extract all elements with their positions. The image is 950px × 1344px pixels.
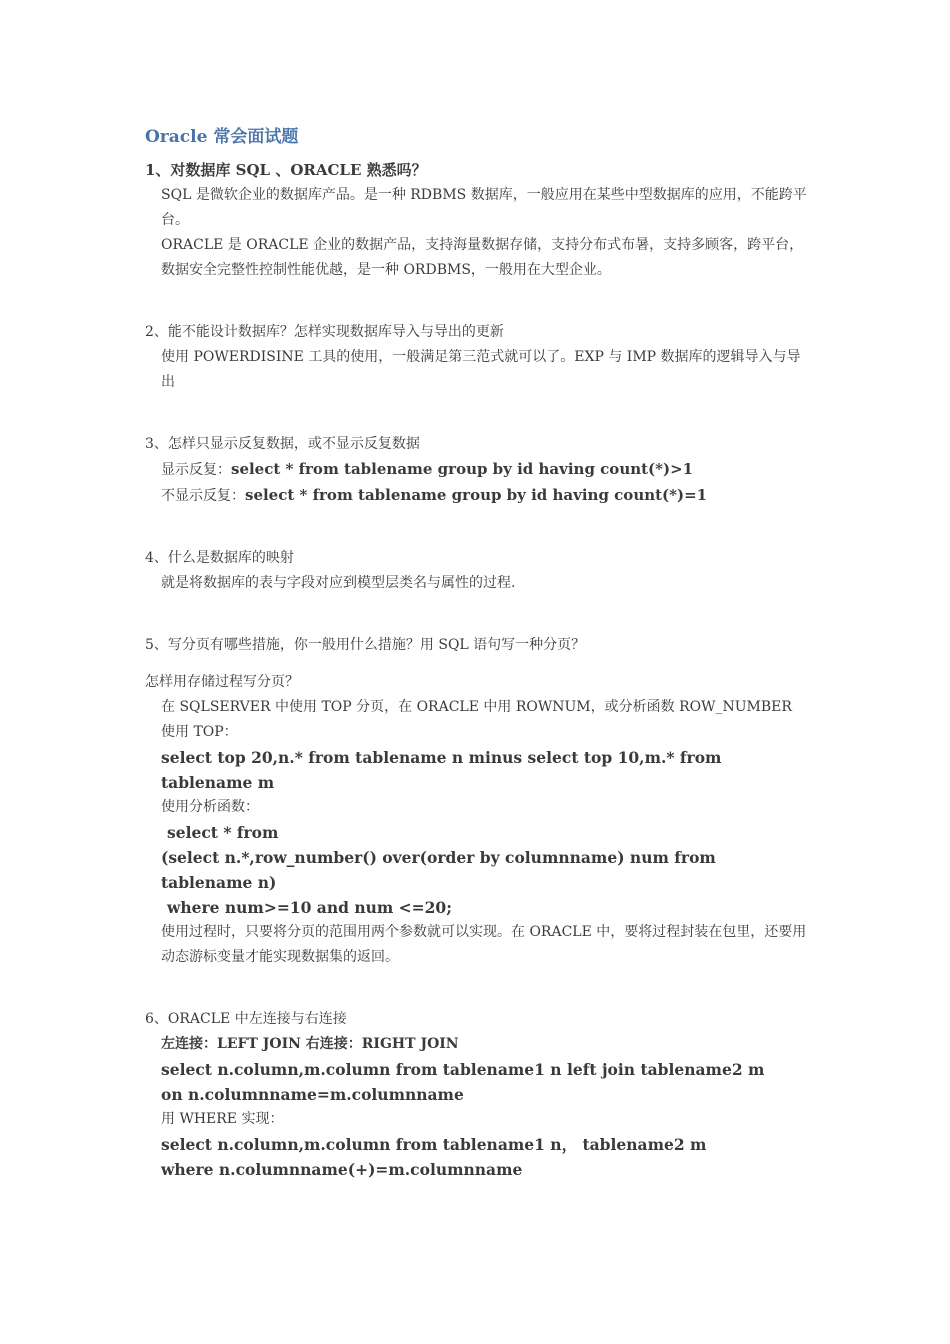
spacer	[145, 509, 810, 546]
q5-sub: 怎样用存储过程写分页？	[145, 674, 299, 690]
spacer	[145, 596, 810, 633]
q4-heading: 4、什么是数据库的映射	[145, 550, 294, 566]
q3-line2-code: select * from tablename group by id having count(*)=1	[245, 486, 708, 504]
spacer	[145, 970, 810, 1007]
q5-heading: 5、写分页有哪些措施，你一般用什么措施？用 SQL 语句写一种分页？	[145, 637, 586, 653]
spacer	[145, 658, 810, 670]
doc-title: Oracle 常会面试题	[145, 127, 299, 147]
q4-p1: 就是将数据库的表与字段对应到模型层类名与属性的过程.	[161, 575, 516, 591]
spacer	[145, 283, 810, 320]
q5-fn-code2: (select n.*,row_number() over(order by columnname) num from tablename n)	[161, 848, 716, 892]
q2-p1: 使用 POWERDISINE 工具的使用，一般满足第三范式就可以了。EXP 与 IMP 数据库的逻辑导入与导出	[161, 349, 801, 390]
q5-p2: 使用过程时，只要将分页的范围用两个参数就可以实现。在 ORACLE 中，要将过程封装在包里，还要用动态游标变量才能实现数据集的返回。	[161, 924, 807, 965]
q5-fn-code3: where num>=10 and num <=20;	[167, 898, 452, 917]
spacer	[145, 395, 810, 432]
q1-p1: SQL 是微软企业的数据库产品。是一种 RDBMS 数据库，一般应用在某些中型数据库的应用，不能跨平台。	[161, 187, 807, 228]
q6-code2: on n.columnname=m.columnname	[161, 1085, 464, 1104]
q6-join-line: 左连接：LEFT JOIN 右连接：RIGHT JOIN	[161, 1036, 459, 1052]
q6-code1: select n.column,m.column from tablename1 n left join tablename2 m	[161, 1060, 765, 1079]
q3-heading: 3、怎样只显示反复数据，或不显示反复数据	[145, 436, 420, 452]
q3-line1	[145, 457, 810, 483]
q5-top-label: 使用 TOP：	[161, 724, 238, 740]
q6-heading: 6、ORACLE 中左连接与右连接	[145, 1011, 347, 1027]
q3-line1-code: select * from tablename group by id having count(*)>1	[231, 460, 694, 478]
q3-line2	[145, 483, 810, 509]
q5-fn-code1: select * from	[167, 823, 279, 842]
document-page	[145, 124, 810, 1182]
q6-code3: select n.column,m.column from tablename1 n， tablename2 m	[161, 1135, 707, 1154]
q3-line1-label: 显示反复：	[161, 462, 231, 478]
q3-line2-label: 不显示反复：	[161, 488, 245, 504]
q1-p2: ORACLE 是 ORACLE 企业的数据产品，支持海量数据存储，支持分布式布暑，支持多顾客，跨平台，数据安全完整性控制性能优越，是一种 ORDBMS，一般用在大型企业。	[161, 237, 804, 278]
q5-fn-label: 使用分析函数：	[161, 799, 259, 815]
q5-p1: 在 SQLSERVER 中使用 TOP 分页，在 ORACLE 中用 ROWNUM，或分析函数 ROW_NUMBER	[161, 699, 792, 715]
q1-heading: 1、对数据库 SQL 、ORACLE 熟悉吗？	[145, 161, 427, 179]
q6-where-label: 用 WHERE 实现：	[161, 1111, 284, 1127]
q6-code4: where n.columnname(+)=m.columnname	[161, 1160, 523, 1179]
q2-heading: 2、能不能设计数据库？怎样实现数据库导入与导出的更新	[145, 324, 504, 340]
q5-top-code: select top 20,n.* from tablename n minus select top 10,m.* from tablename m	[161, 748, 722, 792]
